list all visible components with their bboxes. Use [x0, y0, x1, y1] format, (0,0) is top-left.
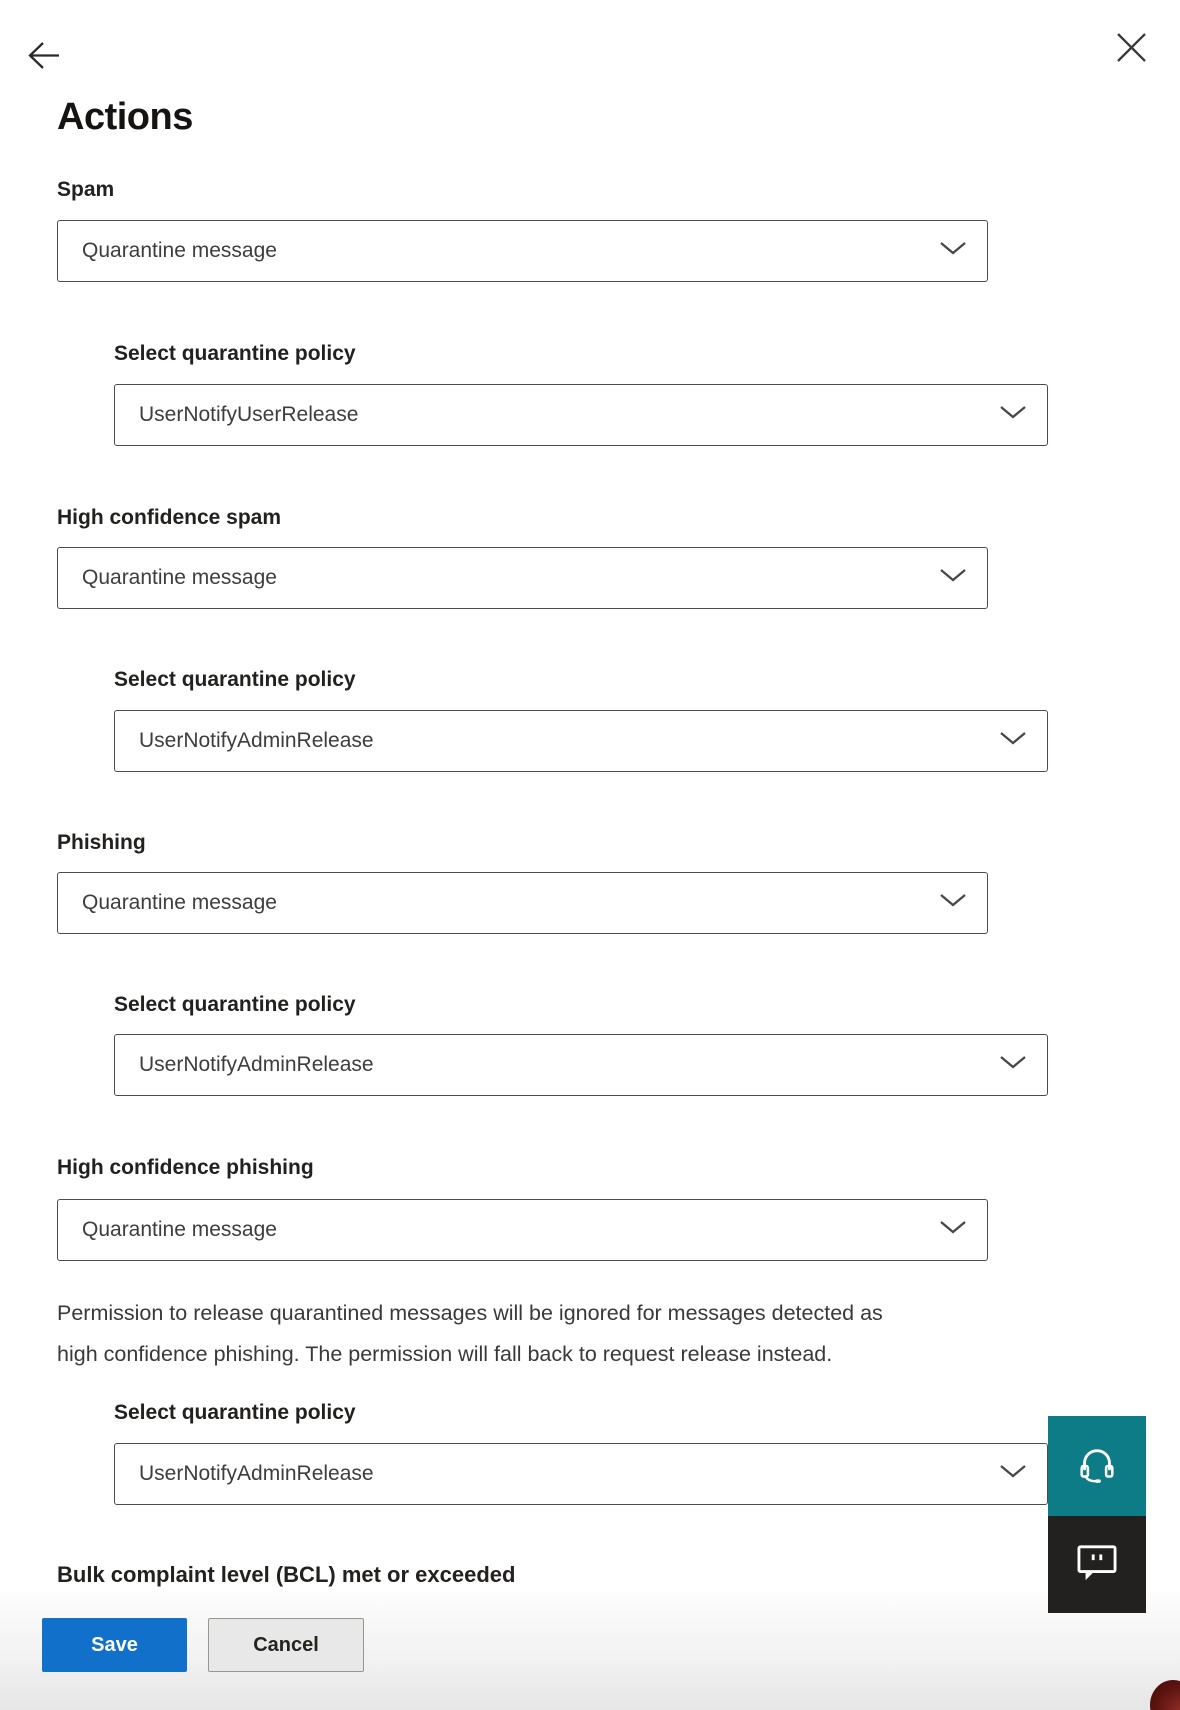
chevron-down-icon	[999, 405, 1027, 425]
back-arrow-icon	[25, 62, 63, 77]
high-confidence-spam-action-dropdown[interactable]	[57, 547, 988, 609]
feedback-button[interactable]	[1048, 1516, 1146, 1613]
support-widget	[1048, 1416, 1146, 1613]
quarantine-policy-label-high-confidence-phishing: Select quarantine policy	[114, 1401, 356, 1424]
dropdown-value: Quarantine message	[82, 891, 277, 914]
phishing-action-label: Phishing	[57, 831, 146, 854]
close-button[interactable]	[1112, 30, 1150, 66]
spam-action-dropdown[interactable]	[57, 220, 988, 282]
dropdown-value: UserNotifyAdminRelease	[139, 1053, 374, 1076]
chevron-down-icon	[939, 241, 967, 261]
chevron-down-icon	[999, 731, 1027, 751]
save-button[interactable]: Save	[42, 1618, 187, 1672]
dropdown-value: UserNotifyUserRelease	[139, 403, 359, 426]
dropdown-value: Quarantine message	[82, 239, 277, 262]
quarantine-policy-dropdown-high-confidence-phishing[interactable]	[114, 1443, 1048, 1505]
spam-action-label: Spam	[57, 178, 115, 201]
quarantine-policy-label-spam: Select quarantine policy	[114, 342, 356, 365]
close-icon	[1112, 54, 1150, 69]
hcp-permission-note: Permission to release quarantined messages will be ignored for messages detected as high confidence phishing. The permission will fall back to request release instead.	[57, 1301, 883, 1366]
phishing-action-dropdown[interactable]	[57, 872, 988, 934]
chat-feedback-icon	[1076, 1544, 1118, 1585]
bulk-complaint-section-label: Bulk complaint level (BCL) met or exceeded	[57, 1562, 516, 1587]
dropdown-value: Quarantine message	[82, 1218, 277, 1241]
high-confidence-phishing-action-dropdown[interactable]	[57, 1199, 988, 1261]
chevron-down-icon	[999, 1055, 1027, 1075]
page-title: Actions	[57, 96, 193, 138]
chevron-down-icon	[939, 893, 967, 913]
high-confidence-spam-action-label: High confidence spam	[57, 506, 282, 529]
dropdown-value: UserNotifyAdminRelease	[139, 729, 374, 752]
help-support-button[interactable]	[1048, 1416, 1146, 1516]
cancel-button[interactable]: Cancel	[208, 1618, 364, 1672]
dropdown-value: UserNotifyAdminRelease	[139, 1462, 374, 1485]
headset-icon	[1074, 1442, 1120, 1491]
chevron-down-icon	[939, 568, 967, 588]
quarantine-policy-label-phishing: Select quarantine policy	[114, 993, 356, 1016]
chevron-down-icon	[999, 1464, 1027, 1484]
quarantine-policy-label-high-confidence-spam: Select quarantine policy	[114, 668, 356, 691]
footer-bar	[0, 1592, 1180, 1710]
dropdown-value: Quarantine message	[82, 566, 277, 589]
back-button[interactable]	[25, 38, 63, 74]
quarantine-policy-dropdown-spam[interactable]	[114, 384, 1048, 446]
high-confidence-phishing-action-label: High confidence phishing	[57, 1156, 314, 1179]
quarantine-policy-dropdown-high-confidence-spam[interactable]	[114, 710, 1048, 772]
chevron-down-icon	[939, 1220, 967, 1240]
quarantine-policy-dropdown-phishing[interactable]	[114, 1034, 1048, 1096]
